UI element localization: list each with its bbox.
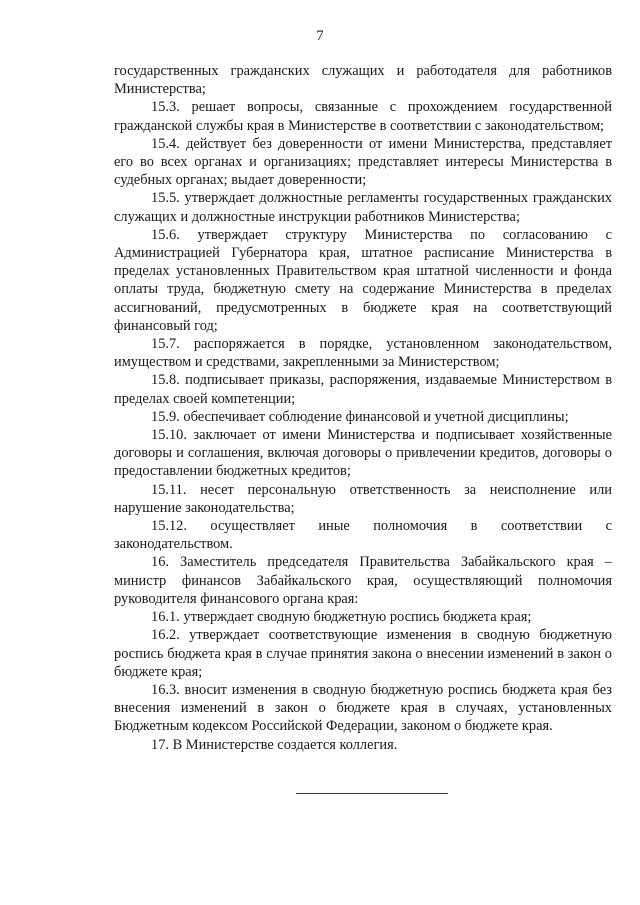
paragraph-15-5: 15.5. утверждает должностные регламенты государственных гражданских служащих и должностные инструкции работников Министерства; [114,190,612,225]
paragraph-15-6: 15.6. утверждает структуру Министерства по согласованию с Администрацией Губернатора края, штатное расписание Министерства в пределах установленных Правительством края штатной численности и фонда оплаты труда, бюджетную смету на содержание Министерства в пределах ассигнований, предусмотренных в бюджете края на соответствующий финансовый год; [114,226,612,334]
paragraph-16-2: 16.2. утверждает соответствующие изменения в сводную бюджетную роспись бюджета края в случае принятия закона о внесении изменений в закон о бюджете края; [114,627,612,680]
paragraph-15-11: 15.11. несет персональную ответственность за неисполнение или нарушение законодательства; [114,481,612,516]
closing-rule-divider [296,793,448,794]
paragraph-16-1: 16.1. утверждает сводную бюджетную роспись бюджета края; [151,609,532,626]
paragraph-16-3: 16.3. вносит изменения в сводную бюджетную роспись бюджета края без внесения изменений в закон о бюджете края в случаях, установленных Бюджетным кодексом Российской Федерации, законом о бюджете края. [114,681,612,735]
paragraph-15-12: 15.12. осуществляет иные полномочия в соответствии с законодательством. [114,518,612,553]
document-body [114,62,612,754]
paragraph-15-8: 15.8. подписывает приказы, распоряжения, издаваемые Министерством в пределах своей компетенции; [114,372,612,407]
paragraph-15-10: 15.10. заключает от имени Министерства и подписывает хозяйственные договоры и соглашения, включая договоры о привлечении кредитов, договоры о предоставлении бюджетных кредитов; [114,427,612,480]
page-number: 7 [316,28,324,44]
paragraph-15-9: 15.9. обеспечивает соблюдение финансовой и учетной дисциплины; [151,408,569,425]
paragraph-16: 16. Заместитель председателя Правительства Забайкальского края – министр финансов Забайкальского края, осуществляющий полномочия руководителя финансового органа края: [114,554,612,607]
paragraph-15-3: 15.3. решает вопросы, связанные с прохождением государственной гражданской службы края в Министерстве в соответствии с законодательством; [114,99,612,134]
paragraph-15-4: 15.4. действует без доверенности от имени Министерства, представляет его во всех органах и организациях; представляет интересы Министерства в судебных органах; выдает доверенности; [114,135,612,189]
paragraph-15-7: 15.7. распоряжается в порядке, установленном законодательством, имуществом и средствами, закрепленными за Министерством; [114,336,612,371]
paragraph-continuation: государственных гражданских служащих и работодателя для работников Министерства; [114,63,612,98]
paragraph-17: 17. В Министерстве создается коллегия. [151,736,398,753]
